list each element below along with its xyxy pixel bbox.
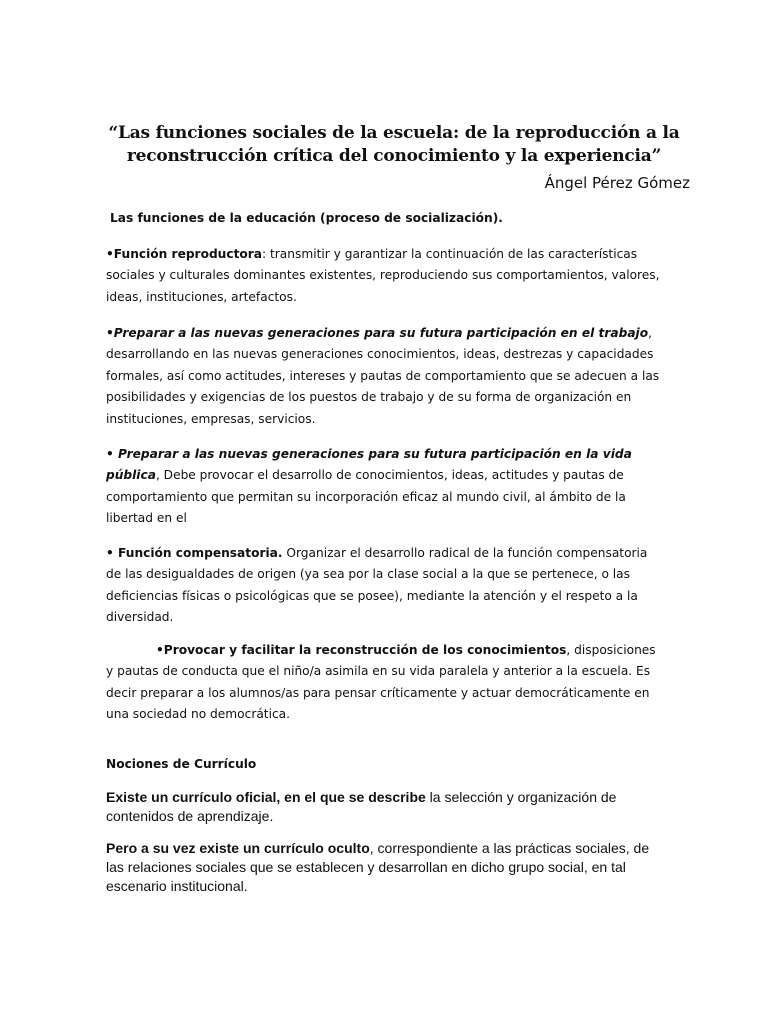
paragraph-text: la selección y organización de contenidos de aprendizaje. [106,789,617,824]
bullet: • [106,247,114,261]
bullet: • [106,546,119,560]
paragraph-reconstruction [106,640,666,726]
paragraph-prepare-public-life [106,444,666,530]
section-heading: Las funciones de la educación (proceso de socialización). [110,211,503,225]
paragraph-lead: Pero a su vez existe un currículo oculto [106,840,370,856]
bullet: • [106,447,119,461]
curriculum-heading: Nociones de Currículo [106,757,257,771]
bullet: • [106,326,114,340]
paragraph-text: , correspondiente a las prácticas sociales, de las relaciones sociales que se establecen y desarrollan en dicho grupo social, en tal escenario institucional. [106,840,650,894]
paragraph-text: Organizar el desarrollo radical de la función compensatoria de las desigualdades de origen (ya sea por la clase social a la que se pertenece, o las deficiencias físicas o psicológicas que se posee), mediante la atención y el respeto a la diversidad. [106,546,648,625]
paragraph-lead: Preparar a las nuevas generaciones para su futura participación en el trabajo [113,326,649,340]
paragraph-lead: Preparar a las nuevas generaciones para su futura participación en la vida pública [106,447,632,483]
paragraph-lead: Existe un currículo oficial, en el que se describe [106,789,426,805]
paragraph-lead: Provocar y facilitar la reconstrucción de los conocimientos [163,643,567,657]
paragraph-hidden-curriculum [106,839,666,896]
author-name: Ángel Pérez Gómez [544,174,690,192]
title-line-2: reconstrucción crítica del conocimiento y la experiencia” [126,146,662,166]
title-line-1: “Las funciones sociales de la escuela: de la reproducción a la [108,123,680,143]
bullet: • [156,643,164,657]
paragraph-prepare-work [106,323,666,430]
paragraph-text: , disposiciones y pautas de conducta que el niño/a asimila en su vida paralela y anterior a la escuela. Es decir preparar a los alumnos/as para pensar críticamente y actuar democráticamente en una sociedad no democrática. [106,643,656,722]
paragraph-official-curriculum [106,788,666,826]
paragraph-text: , desarrollando en las nuevas generaciones conocimientos, ideas, destrezas y capacidades formales, así como actitudes, intereses y pautas de comportamiento que se adecuen a las posibilidades y exigencias de los puestos de trabajo y de su forma de organización en instituciones, empresas, servicios. [106,326,660,426]
paragraph-function-compensatory [106,543,666,629]
paragraph-text: , Debe provocar el desarrollo de conocimientos, ideas, actitudes y pautas de comportamiento que permitan su incorporación eficaz al mundo civil, al ámbito de la libertad en el [106,468,626,526]
paragraph-lead: Función reproductora [113,247,263,261]
paragraph-function-reproductive [106,244,666,308]
paragraph-lead: Función compensatoria. [118,546,283,560]
document-title [100,122,688,168]
paragraph-text: : transmitir y garantizar la continuación de las características sociales y culturales dominantes existentes, reproduciendo sus comportamientos, valores, ideas, instituciones, artefactos. [106,247,660,304]
